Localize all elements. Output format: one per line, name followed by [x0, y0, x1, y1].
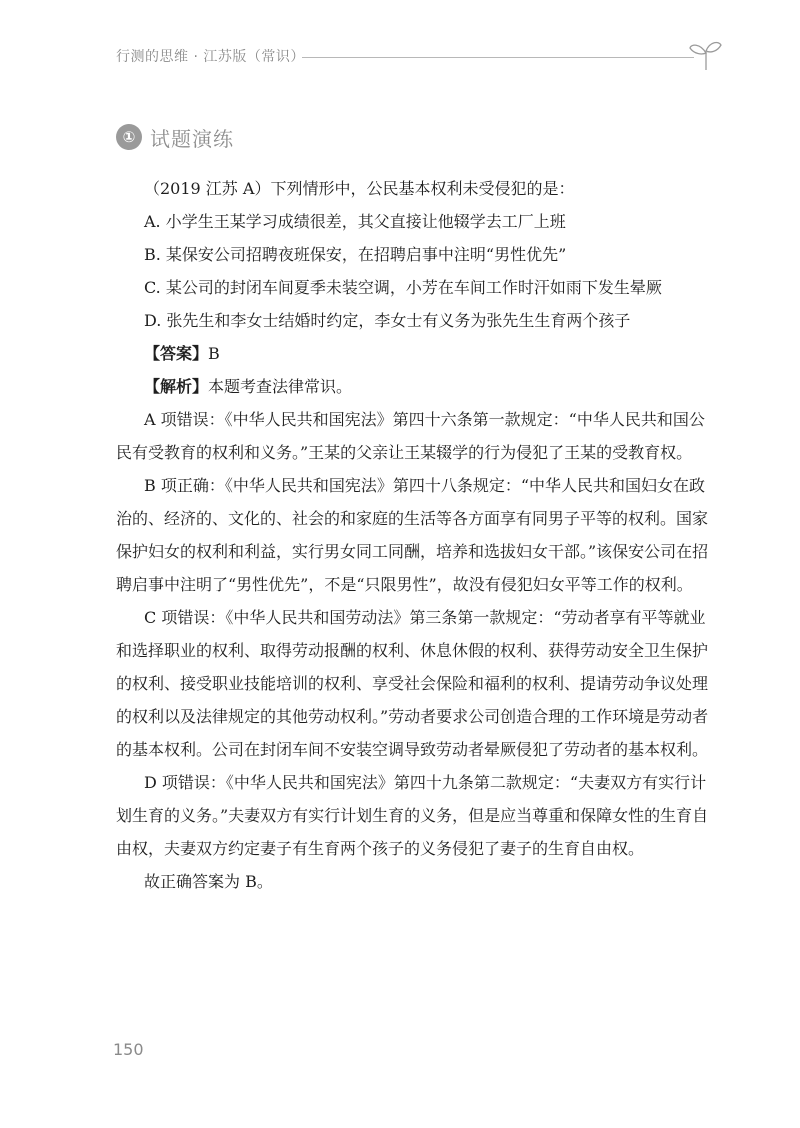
analysis-line	[116, 370, 716, 403]
analysis-label: 【解析】	[144, 377, 209, 396]
conclusion: 故正确答案为 B。	[144, 872, 273, 891]
header-rule	[302, 57, 694, 58]
analysis-paragraph-b: B 项正确：《中华人民共和国宪法》第四十八条规定：“中华人民共和国妇女在政治的、经济的、文化的、社会的和家庭的生活等各方面享有同男子平等的权利。国家保护妇女的权利和利益，实行男女同工同酬，培养和选拔妇女干部。”该保安公司在招聘启事中注明了“男性优先”，不是“只限男性”，故没有侵犯妇女平等工作的权利。	[116, 476, 709, 594]
analysis-intro: 本题考查法律常识。	[208, 377, 353, 396]
analysis-paragraph-c: C 项错误：《中华人民共和国劳动法》第三条第一款规定：“劳动者享有平等就业和选择职业的权利、取得劳动报酬的权利、休息休假的权利、获得劳动安全卫生保护的权利、接受职业技能培训的权利、享受社会保险和福利的权利、提请劳动争议处理的权利以及法律规定的其他劳动权利。”劳动者要求公司创造合理的工作环境是劳动者的基本权利。公司在封闭车间不安装空调导致劳动者晕厥侵犯了劳动者的基本权利。	[116, 608, 709, 759]
page-content	[116, 172, 716, 898]
option-a: A. 小学生王某学习成绩很差，其父直接让他辍学去工厂上班	[144, 212, 566, 231]
answer-value: B	[208, 344, 220, 363]
analysis-paragraph-a: A 项错误：《中华人民共和国宪法》第四十六条第一款规定：“中华人民共和国公民有受教育的权利和义务。”王某的父亲让王某辍学的行为侵犯了王某的受教育权。	[116, 410, 705, 462]
section-title: 试题演练	[150, 126, 234, 151]
section-heading	[116, 122, 234, 152]
running-header-title: 行测的思维 · 江苏版（常识）	[116, 49, 305, 65]
section-number-badge: ①	[116, 124, 142, 150]
question-stem: （2019 江苏 A）下列情形中，公民基本权利未受侵犯的是：	[144, 179, 575, 198]
analysis-paragraph-d: D 项错误：《中华人民共和国宪法》第四十九条第二款规定：“夫妻双方有实行计划生育的义务。”夫妻双方有实行计划生育的义务，但是应当尊重和保障女性的生育自由权，夫妻双方约定妻子有生育两个孩子的义务侵犯了妻子的生育自由权。	[116, 773, 709, 858]
running-header	[116, 44, 726, 74]
option-c: C. 某公司的封闭车间夏季未装空调，小芳在车间工作时汗如雨下发生晕厥	[144, 278, 662, 297]
answer-label: 【答案】	[144, 344, 209, 363]
page-number: 150	[113, 1040, 144, 1059]
sprout-icon	[686, 38, 726, 72]
option-d: D. 张先生和李女士结婚时约定，李女士有义务为张先生生育两个孩子	[144, 311, 631, 330]
option-b: B. 某保安公司招聘夜班保安，在招聘启事中注明“男性优先”	[144, 245, 567, 264]
answer-line	[116, 337, 716, 370]
